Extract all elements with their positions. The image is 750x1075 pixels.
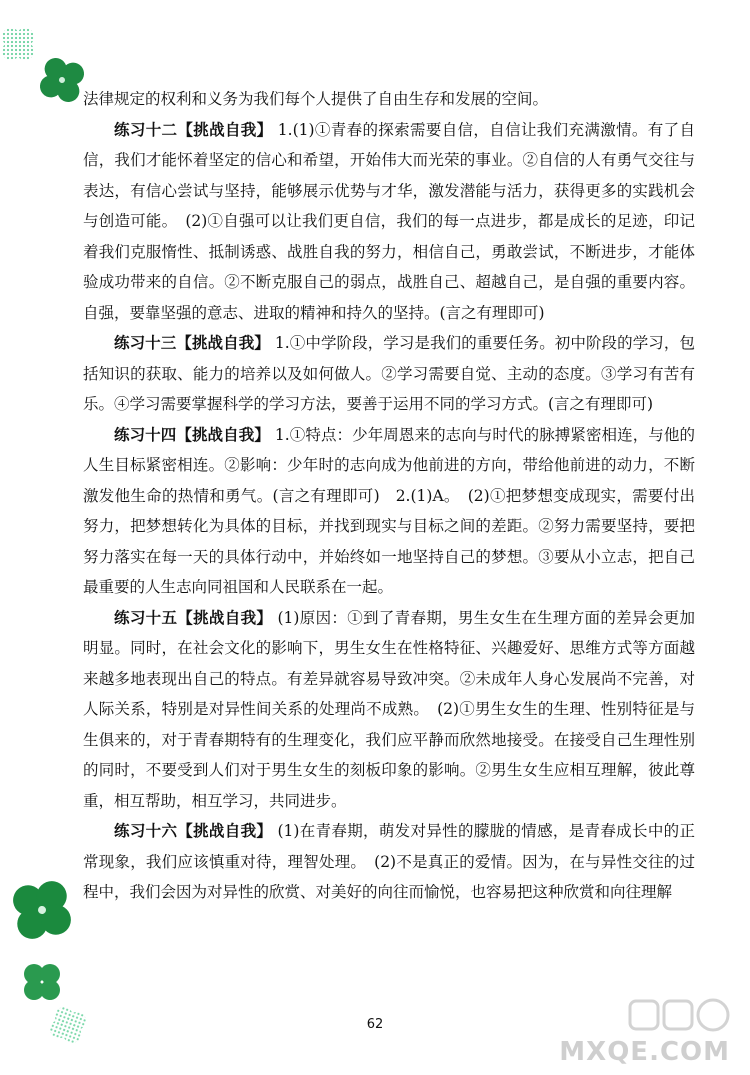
- exercise-13-text: 1.①中学阶段，学习是我们的重要任务。初中阶段的学习，包括知识的获取、能力的培养以及如何做人。②学习需要自觉、主动的态度。③学习有苦有乐。④学习需要掌握科学的学习方法，要善于运用不同的学习方式。(言之有理即可): [83, 334, 695, 413]
- watermark-text: MXQE.COM: [559, 1037, 730, 1067]
- exercise-15-label: 练习十五【挑战自我】: [114, 607, 273, 627]
- exercise-14: [83, 420, 695, 603]
- exercise-13-label: 练习十三【挑战自我】: [114, 333, 270, 352]
- exercise-14-text: 1.①特点：少年周恩来的志向与时代的脉搏紧密相连，与他的人生目标紧密相连。②影响：少年时的志向成为他前进的方向，带给他前进的动力，不断激发他生命的热情和勇气。(言之有理即可) 2.(1)A。 (2)①把梦想变成现实，需要付出努力，把梦想转化为具体的目标，并找到现实与目标之间的差距。②努力需要坚持，要把努力落实在每一天的具体行动中，并始终如一地坚持自己的梦想。③要从小立志，把自己最重要的人生志向同祖国和人民联系在一起。: [83, 425, 695, 596]
- exercise-12-label: 练习十二【挑战自我】: [114, 119, 273, 139]
- answer-text-body: [83, 84, 695, 908]
- exercise-12: [83, 115, 695, 329]
- exercise-16-label: 练习十六【挑战自我】: [114, 821, 273, 840]
- exercise-14-label: 练习十四【挑战自我】: [114, 424, 270, 444]
- exercise-13: [83, 328, 695, 420]
- exercise-15-text: (1)原因：①到了青春期，男生女生在生理方面的差异会更加明显。同时，在社会文化的影响下，男生女生在性格特征、兴趣爱好、思维方式等方面越来越多地表现出自己的特点。有差异就容易导致冲突。②未成年人身心发展尚不完善，对人际关系，特别是对异性间关系的处理尚不成熟。 (2)①男生女生的生理、性别特征是与生俱来的，对于青春期特有的生理变化，我们应平静而欣然地接受。在接受自己生理性别的同时，不要受到人们对于男生女生的刻板印象的影响。②男生女生应相互理解，彼此尊重，相互帮助，相互学习，共同进步。: [83, 608, 695, 810]
- exercise-15: [83, 603, 695, 817]
- page-number: 62: [366, 1017, 384, 1032]
- exercise-16: [83, 816, 695, 908]
- intro-line: 法律规定的权利和义务为我们每个人提供了自由生存和发展的空间。: [83, 90, 549, 108]
- exercise-12-text: 1.(1)①青春的探索需要自信，自信让我们充满激情。有了自信，我们才能怀着坚定的信心和希望，开始伟大而光荣的事业。②自信的人有勇气交往与表达，有信心尝试与坚持，能够展示优势与才华，激发潜能与活力，获得更多的实践机会与创造可能。 (2)①自强可以让我们更自信，我们的每一点进步，都是成长的足迹，印记着我们克服惰性、抵制诱惑、战胜自我的努力，相信自己，勇敢尝试，不断进步，才能体验成功带来的自信。②不断克服自己的弱点，战胜自己、超越自己，是自强的重要内容。自强，要靠坚强的意志、进取的精神和持久的坚持。(言之有理即可): [83, 120, 695, 322]
- watermark-logo-icon: [592, 997, 742, 1041]
- exercise-16-text: (1)在青春期，萌发对异性的朦胧的情感，是青春成长中的正常现象，我们应该慎重对待，理智处理。 (2)不是真正的爱情。因为，在与异性交往的过程中，我们会因为对异性的欣赏、对美好的向往而愉悦，也容易把这种欣赏和向往理解: [83, 822, 695, 901]
- watermark: [559, 997, 742, 1069]
